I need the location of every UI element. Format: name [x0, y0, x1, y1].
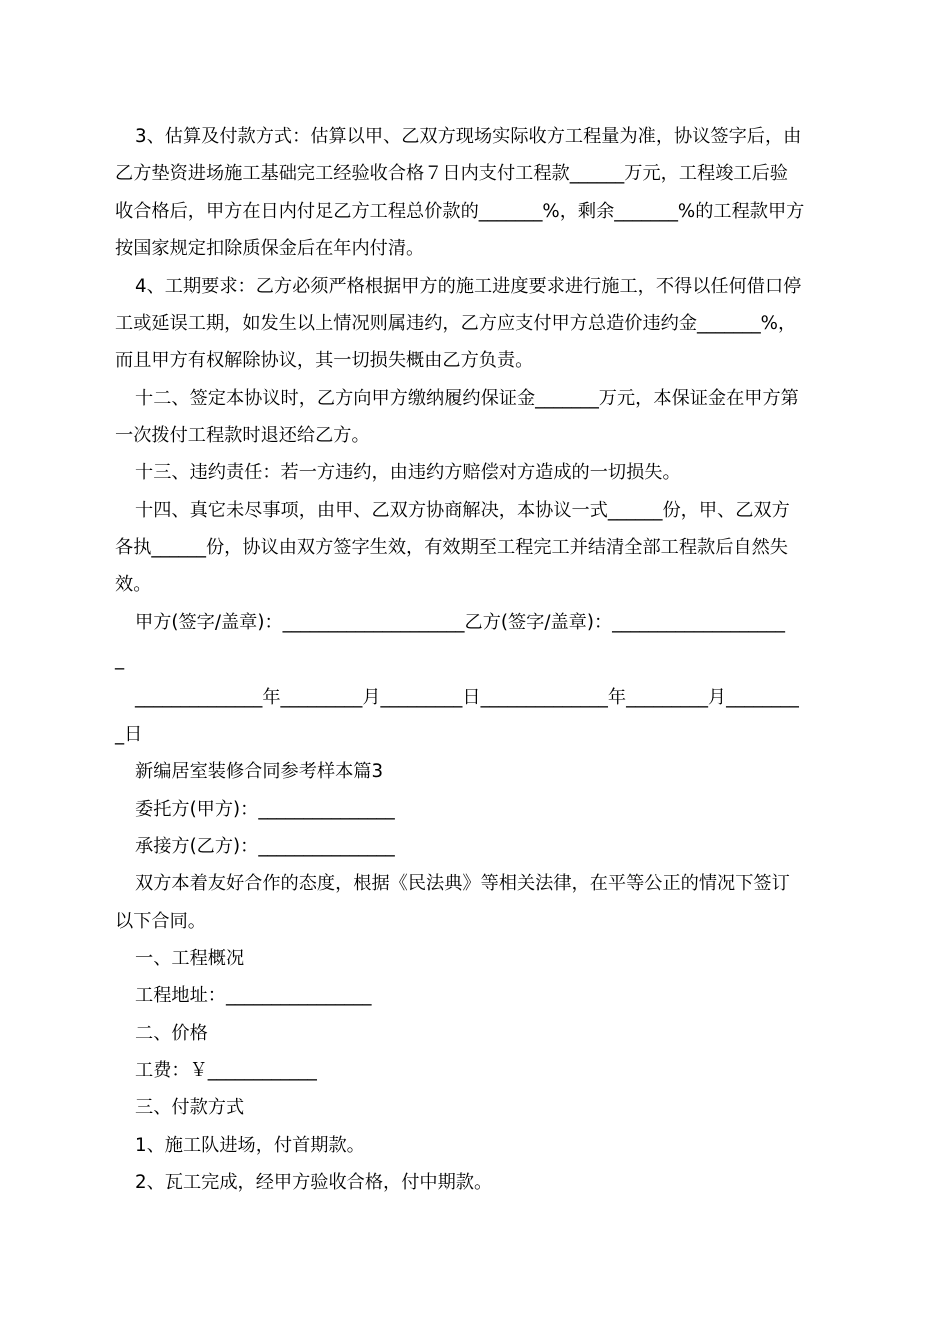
contractor-party-field: 承接方(乙方)：_______________ [135, 836, 395, 857]
clause-3-line-2: 乙方垫资进场施工基础完工经验收合格７日内支付工程款______万元，工程竣工后验 [115, 163, 788, 184]
preamble-line-1: 双方本着友好合作的态度，根据《民法典》等相关法律，在平等公正的情况下签订 [135, 873, 790, 894]
clause-12-line-1: 十二、签定本协议时，乙方向甲方缴纳履约保证金_______万元，本保证金在甲方第 [135, 388, 799, 409]
project-address-field: 工程地址：________________ [135, 985, 372, 1006]
clause-13-line-1: 十三、违约责任：若一方违约，由违约方赔偿对方造成的一切损失。 [135, 462, 681, 483]
clause-4-line-1: 4、工期要求：乙方必须严格根据甲方的施工进度要求进行施工，不得以任何借口停 [135, 276, 802, 297]
heading-project-overview: 一、工程概况 [135, 948, 245, 969]
clause-12-line-2: 一次拨付工程款时退还给乙方。 [115, 425, 370, 446]
signature-line: 甲方(签字/盖章)：____________________乙方(签字/盖章)：___________________ [135, 612, 785, 633]
signature-line-wrap: _ [115, 649, 125, 670]
labor-fee-field: 工费：￥____________ [135, 1060, 317, 1081]
clause-4-line-3: 而且甲方有权解除协议，其一切损失概由乙方负责。 [115, 350, 534, 371]
date-line: ______________年_________月_________日______________年_________月________ [135, 687, 799, 708]
preamble-line-2: 以下合同。 [115, 911, 206, 932]
clause-3-line-3: 收合格后，甲方在日内付足乙方工程总价款的_______%，剩余_______%的工程款甲方 [115, 201, 805, 222]
client-party-field: 委托方(甲方)：_______________ [135, 799, 395, 820]
payment-item-2: 2、瓦工完成，经甲方验收合格，付中期款。 [135, 1172, 493, 1193]
heading-price: 二、价格 [135, 1023, 208, 1044]
clause-4-line-2: 工或延误工期，如发生以上情况则属违约，乙方应支付甲方总造价违约金_______%， [115, 313, 797, 334]
clause-3-line-4: 按国家规定扣除质保金后在年内付清。 [115, 238, 425, 259]
section-title: 新编居室装修合同参考样本篇3 [135, 761, 384, 782]
clause-14-line-3: 效。 [115, 574, 152, 595]
date-line-wrap: _日 [115, 724, 143, 745]
payment-item-1: 1、施工队进场，付首期款。 [135, 1135, 365, 1156]
clause-14-line-2: 各执______份，协议由双方签字生效，有效期至工程完工并结清全部工程款后自然失 [115, 537, 788, 558]
clause-14-line-1: 十四、真它未尽事项，由甲、乙双方协商解决，本协议一式______份，甲、乙双方 [135, 500, 790, 521]
heading-payment-method: 三、付款方式 [135, 1097, 245, 1118]
clause-3-line-1: 3、估算及付款方式：估算以甲、乙双方现场实际收方工程量为准，协议签字后，由 [135, 126, 802, 147]
